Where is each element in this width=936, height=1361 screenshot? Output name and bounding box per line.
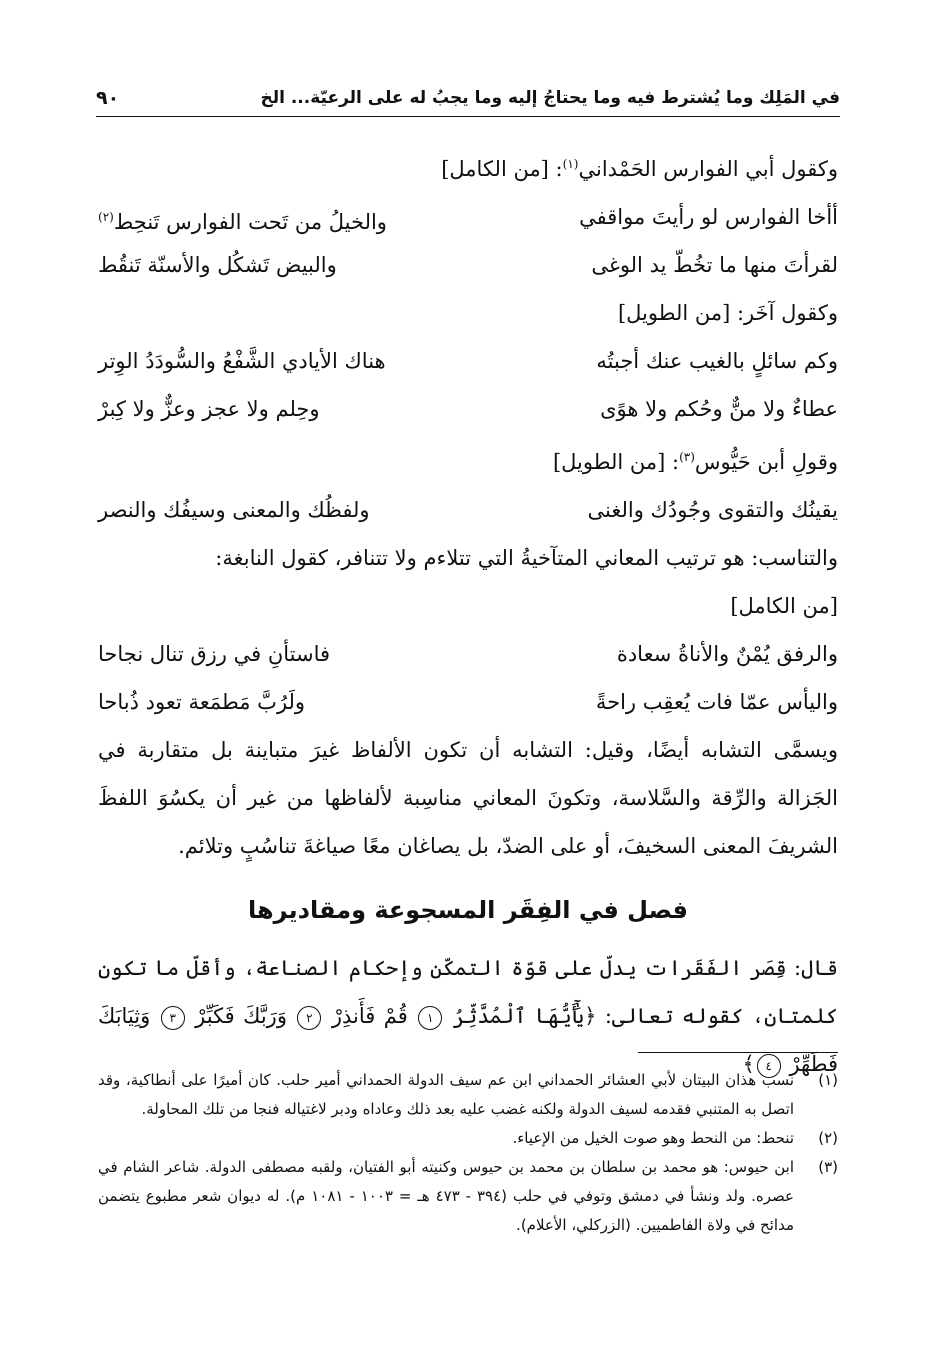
section-heading: فصل في الفِقَر المسجوعة ومقاديرها <box>248 896 688 924</box>
intro-line: وقولِ أبن حَيُّوس$^{(٣)}$: [من الطويل] <box>552 450 838 474</box>
verse-line: أأخا الفوارس لو رأيتَ مواقفي والخيلُ من تَحت الفوارس تَنحِط$^{(٢)}$ <box>98 205 838 234</box>
footnote-ref[interactable]: (٢) <box>98 210 114 224</box>
verse-line: لقرأتَ منها ما تخُطّ يد الوغى والبيض تَشكُل والأسنّة تَنقُط <box>98 253 838 277</box>
meter-label: [من الكامل] <box>730 594 838 618</box>
page-header <box>96 80 840 117</box>
footnote-ref[interactable]: (١) <box>562 157 579 171</box>
page-number: ٩٠ <box>96 87 120 109</box>
footnote-ref[interactable]: (٣) <box>679 450 695 464</box>
verse-line: والرفق يُمْنٌ والأناةُ سعادة فاستأنِ في رزق تنال نجاحا <box>98 642 838 666</box>
verse-line: واليأس عمّا فات يُعقِب راحةً ولَرُبَّ مَطمَعة تعود ذُباحا <box>98 690 838 714</box>
verse-line: عطاءٌ ولا منٌّ وحُكم ولا هوًى وحِلم ولا عجز وعزٌّ ولا كِبرْ <box>98 397 838 421</box>
running-title: في المَلِك وما يُشترط فيه وما يحتاجُ إليه وما يجبُ له على الرعيّة... الخ <box>260 88 840 108</box>
footnote-divider <box>638 1052 838 1053</box>
verse-number-icon: ٢ <box>297 1006 321 1030</box>
intro-line: وكقول آخَر: [من الطويل] <box>617 301 838 325</box>
footnote: (١) نسب هذان البيتان لأبي العشائر الحمداني ابن عم سيف الدولة الحمداني أمير حلب. كان أميرًا على أنطاكية، وقد اتصل به المتنبي فقدمه لسيف الدولة ولكنه غضب عليه بعد ذلك وعاداه ودبر لاغتياله فنجا من تلك المحاولة. <box>98 1071 838 1118</box>
verse-number-icon: ١ <box>418 1006 442 1030</box>
footnote: (٢) تنحط: من النحط وهو صوت الخيل من الإعياء. <box>512 1129 838 1147</box>
quran-verse: ﴿يَٰٓأَيُّهَا ٱلْمُدَّثِّرُ ١ قُمْ فَأَنذِرْ ٢ وَرَبَّكَ فَكَبِّرْ ٣ وَثِيَابَكَ فَطَهِّرْ ٤﴾ <box>98 1004 838 1076</box>
verse-line: يقينُك والتقوى وجُودُك والغنى ولفظُك والمعنى وسيفُك والنصر <box>98 498 838 522</box>
verse-line: وكم سائلٍ بالغيب عنك أجبتُه هناك الأيادي الشَّفْعُ والسُّودَدُ الوِتر <box>98 349 838 373</box>
footnotes <box>98 1066 838 1240</box>
intro-line: وكقول أبي الفوارس الحَمْداني$^{(١)}$: [من الكامل] <box>441 157 838 181</box>
paragraph: ويسمَّى التشابه أيضًا، وقيل: التشابه أن تكون الألفاظ غيرَ متباينة بل متقاربة في الجَزالة والرِّقة والسَّلاسة، وتكونَ المعاني مناسِبة لألفاظها من غير أن يكسُوَ اللفظَ الشريفَ المعنى السخيفَ، أو على الضدّ، بل يصاغان معًا صياغةَ تناسُبٍ وتلائم. <box>98 738 838 858</box>
main-text <box>98 140 838 1088</box>
verse-number-icon: ٣ <box>161 1006 185 1030</box>
verse-number-icon: ٤ <box>757 1054 781 1078</box>
paragraph: قال: قِصَر الفَقَرات يدلّ على قوّة التمكّن وإحكام الصناعة، وأقلّ ما تكون كلمتان، كقوله تعالى: ﴿يَٰٓأَيُّهَا ٱلْمُدَّثِّرُ ١ قُمْ فَأَنذِرْ ٢ وَرَبَّكَ فَكَبِّرْ ٣ وَثِيَابَكَ فَطَهِّرْ ٤﴾ <box>98 956 838 1076</box>
paragraph: والتناسب: هو ترتيب المعاني المتآخيةُ التي تتلاءم ولا تتنافر، كقول النابغة: <box>215 546 838 570</box>
footnote: (٣) ابن حيوس: هو محمد بن سلطان بن محمد بن حيوس وكنيته أبو الفتيان، ولقبه مصطفى الدولة. شاعر الشام في عصره. ولد ونشأ في دمشق وتوفي في حلب (٣٩٤ - ٤٧٣ هـ = ١٠٠٣ - ١٠٨١ م). له ديوان شعر مطبوع يتضمن مدائح في ولاة الفاطميين. (الزركلي، الأعلام). <box>98 1158 838 1234</box>
